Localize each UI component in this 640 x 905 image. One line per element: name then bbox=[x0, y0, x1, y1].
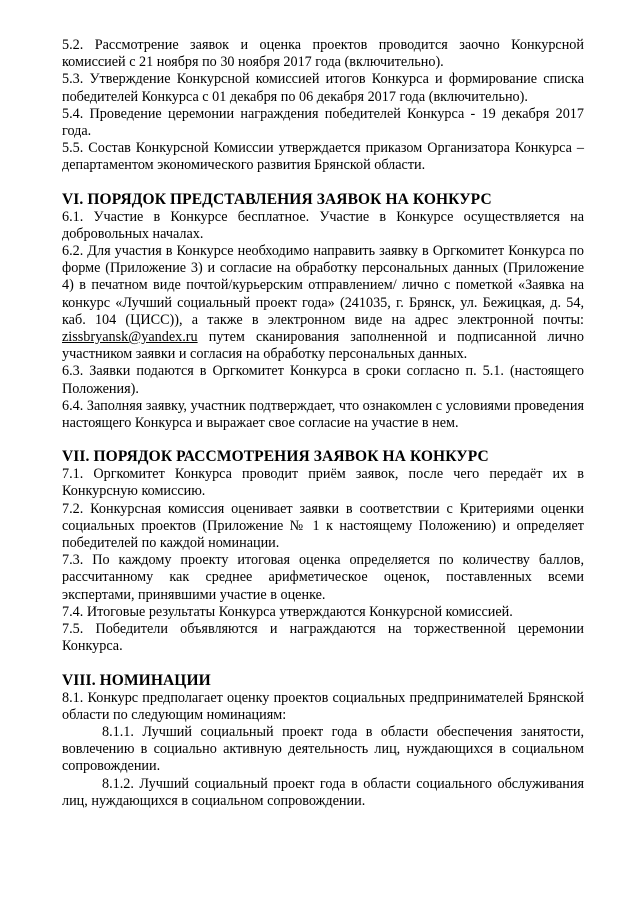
section-8-heading: VIII. НОМИНАЦИИ bbox=[62, 671, 211, 689]
paragraph-8-1-1: 8.1.1. Лучший социальный проект года в области обеспечения занятости, вовлечению в социально активную деятельность лиц, нуждающихся в социальном сопровождении. bbox=[62, 723, 584, 775]
paragraph-7-2: 7.2. Конкурсная комиссия оценивает заявки в соответствии с Критериями оценки социальных проектов (Приложение № 1 к настоящему Положению) и определяет победителей по каждой номинации. bbox=[62, 500, 584, 552]
section-7-heading: VII. ПОРЯДОК РАССМОТРЕНИЯ ЗАЯВОК НА КОНКУРС bbox=[62, 448, 489, 466]
paragraph-7-4: 7.4. Итоговые результаты Конкурса утверждаются Конкурсной комиссией. bbox=[62, 603, 513, 620]
paragraph-7-3: 7.3. По каждому проекту итоговая оценка определяется по количеству баллов, рассчитанному как среднее арифметическое оценок, поставленных всеми экспертами, принявшими участие в оценке. bbox=[62, 552, 584, 603]
paragraph-6-3: 6.3. Заявки подаются в Оргкомитет Конкурса в сроки согласно п. 5.1. (настоящего Положения). bbox=[62, 363, 584, 397]
paragraph-8-1: 8.1. Конкурс предполагает оценку проектов социальных предпринимателей Брянской области по следующим номинациям: bbox=[62, 689, 584, 723]
paragraph-5-3: 5.3. Утверждение Конкурсной комиссией итогов Конкурса и формирование списка победителей Конкурса с 01 декабря по 06 декабря 2017 года (включительно). bbox=[62, 71, 584, 105]
paragraph-7-1: 7.1. Оргкомитет Конкурса проводит приём заявок, после чего передаёт их в Конкурсную комиссию. bbox=[62, 466, 584, 500]
paragraph-6-4: 6.4. Заполняя заявку, участник подтверждает, что ознакомлен с условиями проведения настоящего Конкурса и выражает свое согласие на участие в нем. bbox=[62, 397, 584, 432]
section-gap bbox=[62, 175, 584, 191]
paragraph-6-2 bbox=[62, 243, 584, 363]
paragraph-6-2-text-b: путем сканирования заполненной и подписанной лично участником заявки и согласия на обработку персональных данных. bbox=[62, 329, 584, 363]
paragraph-5-5: 5.5. Состав Конкурсной Комиссии утверждается приказом Организатора Конкурса – департаментом экономического развития Брянской области. bbox=[62, 140, 584, 174]
section-6-heading: VI. ПОРЯДОК ПРЕДСТАВЛЕНИЯ ЗАЯВОК НА КОНКУРС bbox=[62, 190, 492, 208]
paragraph-8-1-2: 8.1.2. Лучший социальный проект года в области социального обслуживания лиц, нуждающихся в социальном сопровождении. bbox=[62, 775, 584, 809]
paragraph-5-2: 5.2. Рассмотрение заявок и оценка проектов проводится заочно Конкурсной комиссией с 21 ноября по 30 ноября 2017 года (включительно). bbox=[62, 37, 584, 71]
paragraph-6-2-text-a: 6.2. Для участия в Конкурсе необходимо направить заявку в Оргкомитет Конкурса по форме (Приложение 3) и согласие на обработку персональных данных (Приложение 4) в печатном виде почтой/курьерским отправлением/ лично с пометкой «Заявка на конкурс «Лучший социальный проект года» (241035, г. Брянск, ул. Бежицкая, д. 54, каб. 104 (ЦИСС)), а также в электронном виде на адрес электронной почты: bbox=[62, 243, 584, 328]
paragraph-7-5: 7.5. Победители объявляются и награждаются на торжественной церемонии Конкурса. bbox=[62, 621, 584, 655]
paragraph-6-1: 6.1. Участие в Конкурсе бесплатное. Участие в Конкурсе осуществляется на добровольных началах. bbox=[62, 208, 584, 242]
paragraph-5-4: 5.4. Проведение церемонии награждения победителей Конкурса - 19 декабря 2017 года. bbox=[62, 105, 584, 140]
email-link[interactable]: zissbryansk@yandex.ru bbox=[62, 329, 198, 346]
section-gap bbox=[62, 432, 584, 448]
section-gap bbox=[62, 656, 584, 672]
